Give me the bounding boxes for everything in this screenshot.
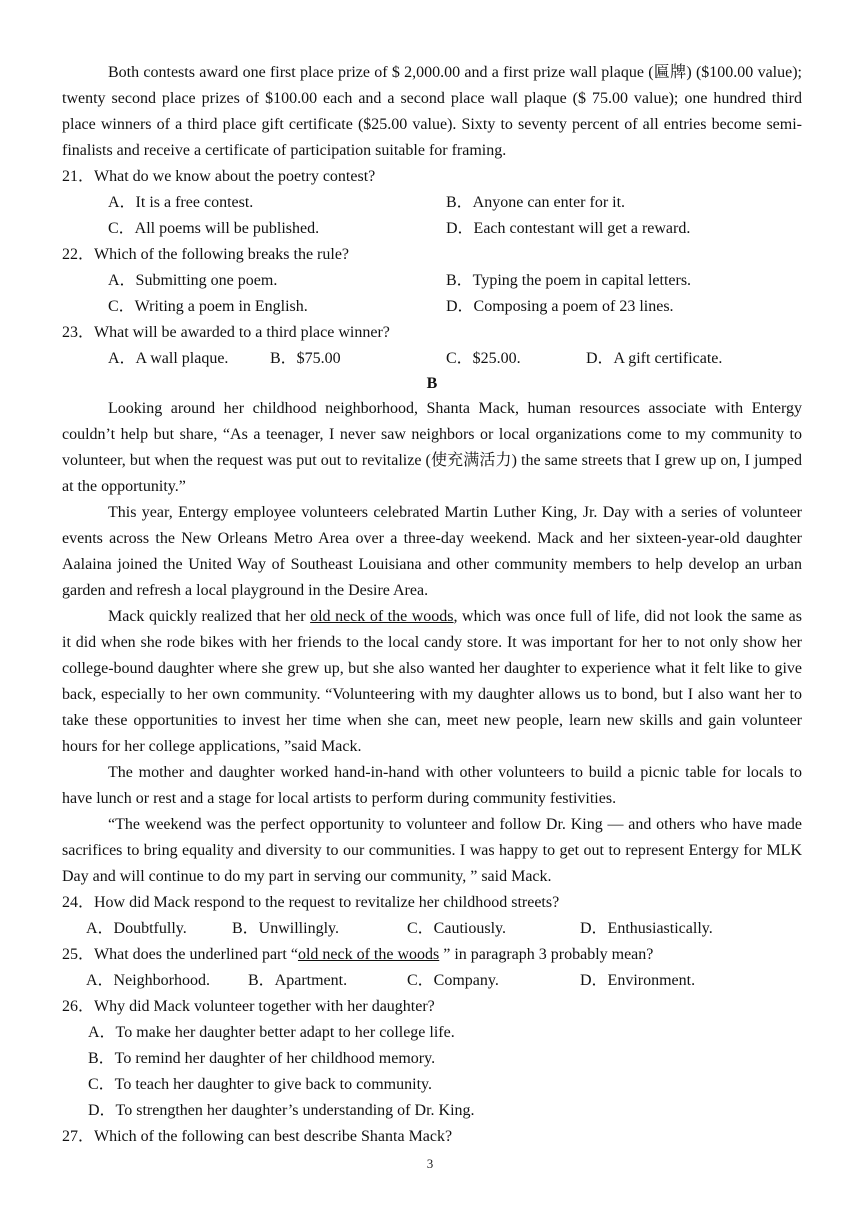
text-span: 25．What does the underlined part “	[62, 946, 298, 963]
option-row	[62, 916, 802, 942]
option-d: D．Enthusiastically.	[580, 920, 713, 937]
question-21	[62, 164, 802, 242]
option-d: D．A gift certificate.	[586, 350, 723, 367]
option-a: A．Neighborhood.	[86, 972, 210, 989]
option-row	[62, 294, 802, 320]
option-c: C．$25.00.	[446, 350, 521, 367]
option-a: A．Submitting one poem.	[108, 272, 278, 289]
passage-b	[62, 396, 802, 890]
option-b: B．Anyone can enter for it.	[446, 194, 626, 211]
question-stem: 23．What will be awarded to a third place winner?	[62, 324, 390, 341]
option-b: B．To remind her daughter of her childhood memory.	[88, 1050, 436, 1067]
option-a: A．To make her daughter better adapt to her college life.	[88, 1024, 455, 1041]
question-25	[62, 942, 802, 994]
question-23	[62, 320, 802, 372]
paragraph: The mother and daughter worked hand-in-hand with other volunteers to build a picnic table for locals to have lunch or rest and a stage for local artists to perform during community festivities.	[62, 764, 802, 807]
option-d: D．Each contestant will get a reward.	[446, 220, 691, 237]
exam-page	[62, 60, 802, 1150]
question-27	[62, 1124, 802, 1150]
option-row	[62, 190, 802, 216]
option-b: B．Unwillingly.	[232, 920, 339, 937]
text-span: Mack quickly realized that her	[108, 608, 311, 625]
paragraph: Both contests award one first place prize of $ 2,000.00 and a first prize wall plaque (匾牌) ($100.00 value); twenty second place prizes of $100.00 each and a second place wall plaque ($ 75.00 value); one hundred third place winners of a third place gift certificate ($25.00 value). Sixty to seventy percent of all entries become semi-finalists and receive a certificate of participation suitable for framing.	[62, 64, 802, 159]
option-d: D．Environment.	[580, 972, 696, 989]
paragraph: Looking around her childhood neighborhood, Shanta Mack, human resources associate with Entergy couldn’t help but share, “As a teenager, I never saw neighbors or local organizations come to my community to volunteer, but when the request was put out to revitalize (使充满活力) the same streets that I grew up on, I jumped at the opportunity.”	[62, 400, 802, 495]
question-stem: 22．Which of the following breaks the rule?	[62, 246, 350, 263]
option-row	[62, 216, 802, 242]
option-row	[62, 268, 802, 294]
option-c: C．Company.	[407, 972, 499, 989]
option-a: A．It is a free contest.	[108, 194, 254, 211]
option-b: B．Apartment.	[248, 972, 348, 989]
passage-a-tail	[62, 60, 802, 164]
option-c: C．All poems will be published.	[108, 220, 320, 237]
option-d: D．Composing a poem of 23 lines.	[446, 298, 674, 315]
question-stem: 27．Which of the following can best describe Shanta Mack?	[62, 1128, 453, 1145]
paragraph: “The weekend was the perfect opportunity to volunteer and follow Dr. King — and others who have made sacrifices to bring equality and diversity to our communities. I was happy to get out to represent Entergy for MLK Day and will continue to do my part in serving our community, ” said Mack.	[62, 816, 802, 885]
paragraph: This year, Entergy employee volunteers celebrated Martin Luther King, Jr. Day with a series of volunteer events across the New Orleans Metro Area over a three-day weekend. Mack and her sixteen-year-old daughter Aalaina joined the United Way of Southeast Louisiana and other community members to help develop an urban garden and refresh a local playground in the Desire Area.	[62, 504, 802, 599]
text-span: , which was once full of life, did not look the same as it did when she rode bikes with her friends to the local candy store. It was important for her to not only show her college-bound daughter where she grew up, but she also wanted her daughter to experience what it felt like to give back, especially to her own community. “Volunteering with my daughter allows us to bond, but I also want her to take these opportunities to invest her time when she can, meet new people, learn new skills and gain volunteer hours for her college applications, ”said Mack.	[62, 608, 803, 755]
option-d: D．To strengthen her daughter’s understanding of Dr. King.	[88, 1102, 475, 1119]
text-span: ” in paragraph 3 probably mean?	[439, 946, 654, 963]
question-24	[62, 890, 802, 942]
question-stem: 21．What do we know about the poetry contest?	[62, 168, 376, 185]
question-stem: 26．Why did Mack volunteer together with her daughter?	[62, 998, 435, 1015]
option-a: A．A wall plaque.	[108, 350, 229, 367]
option-c: C．To teach her daughter to give back to community.	[88, 1076, 432, 1093]
underlined-phrase: old neck of the woods	[297, 946, 440, 963]
option-row	[62, 968, 802, 994]
option-c: C．Cautiously.	[407, 920, 506, 937]
question-22	[62, 242, 802, 320]
question-26	[62, 994, 802, 1124]
option-c: C．Writing a poem in English.	[108, 298, 308, 315]
paragraph	[62, 604, 802, 760]
page-number: 3	[426, 1156, 434, 1171]
option-row	[62, 346, 802, 372]
underlined-phrase: old neck of the woods	[310, 608, 454, 625]
option-b: B．$75.00	[270, 350, 341, 367]
option-b: B．Typing the poem in capital letters.	[446, 272, 692, 289]
option-a: A．Doubtfully.	[86, 920, 187, 937]
section-heading: B	[426, 375, 438, 392]
question-stem	[62, 942, 802, 968]
question-stem: 24．How did Mack respond to the request to revitalize her childhood streets?	[62, 894, 560, 911]
